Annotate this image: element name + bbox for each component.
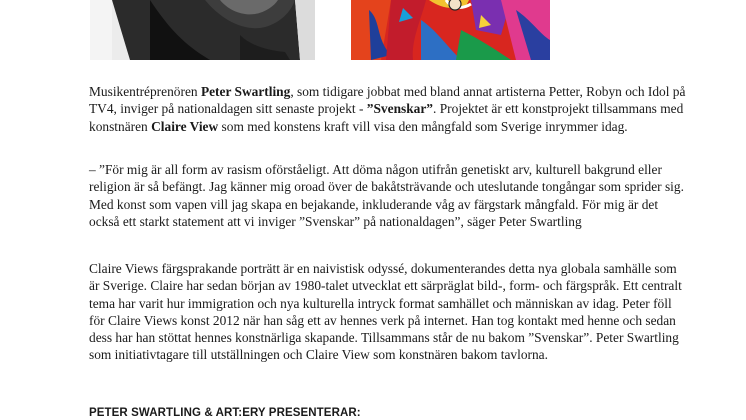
intro-paragraph (89, 83, 689, 135)
intro-text-3: . Projektet är ett konstprojekt tillsammans med konstnären (89, 101, 684, 134)
name-peter-swartling: Peter Swartling (200, 84, 291, 99)
quote-paragraph: – ”För mig är all form av rasism oförståeligt. Att döma någon utifrån genetiskt arv, kulturell bakgrund eller religion är så befängt. Jag känner mig oroad över de bakåtsträvande och uteslutande tongångar som sprider sig. Med konst som vapen vill jag skapa en bejakande, inkluderande våg av färgstark mångfald. För mig är det också ett starkt statement att vi inviger ”Svenskar” på nationaldagen”, säger Peter Swartling (89, 162, 684, 229)
painting-image (351, 0, 550, 60)
claire-view-paragraph: Claire Views färgsprakande porträtt är en naivistisk odyssé, dokumenterandes detta nya globala samhälle som är Sverige. Claire har sedan början av 1980-talet utvecklat ett särpräglat bild-, form- och färgspråk. Ett centralt tema har varit hur immigration och nya kulturella intryck format samhället och människan av idag. Peter föll för Claire Views konst 2012 när han såg ett av hennes verk på internet. Han tog kontakt med henne och sedan dess har han stöttat hennes konstnärliga skapande. Tillsammans står de nu bakom ”Svenskar”. Peter Swartling som initiativtagare till utställningen och Claire View som konstnären bakom tavlorna. (89, 261, 682, 363)
section-heading: PETER SWARTLING & ART:ERY PRESENTERAR: (89, 407, 361, 419)
intro-text-2: , som tidigare jobbat med bland annat artisterna Petter, Robyn och Idol på TV4, inviger på nationaldagen sitt senaste projekt - (89, 84, 686, 117)
project-name-svenskar: ”Svenskar” (366, 101, 434, 117)
name-claire-view: Claire View (151, 118, 219, 134)
intro-text-4: som med konstens kraft vill visa den mångfald som Sverige inrymmer idag. (218, 118, 628, 134)
portrait-photo (90, 0, 315, 60)
intro-text-1: Musikentréprenören (89, 84, 201, 99)
